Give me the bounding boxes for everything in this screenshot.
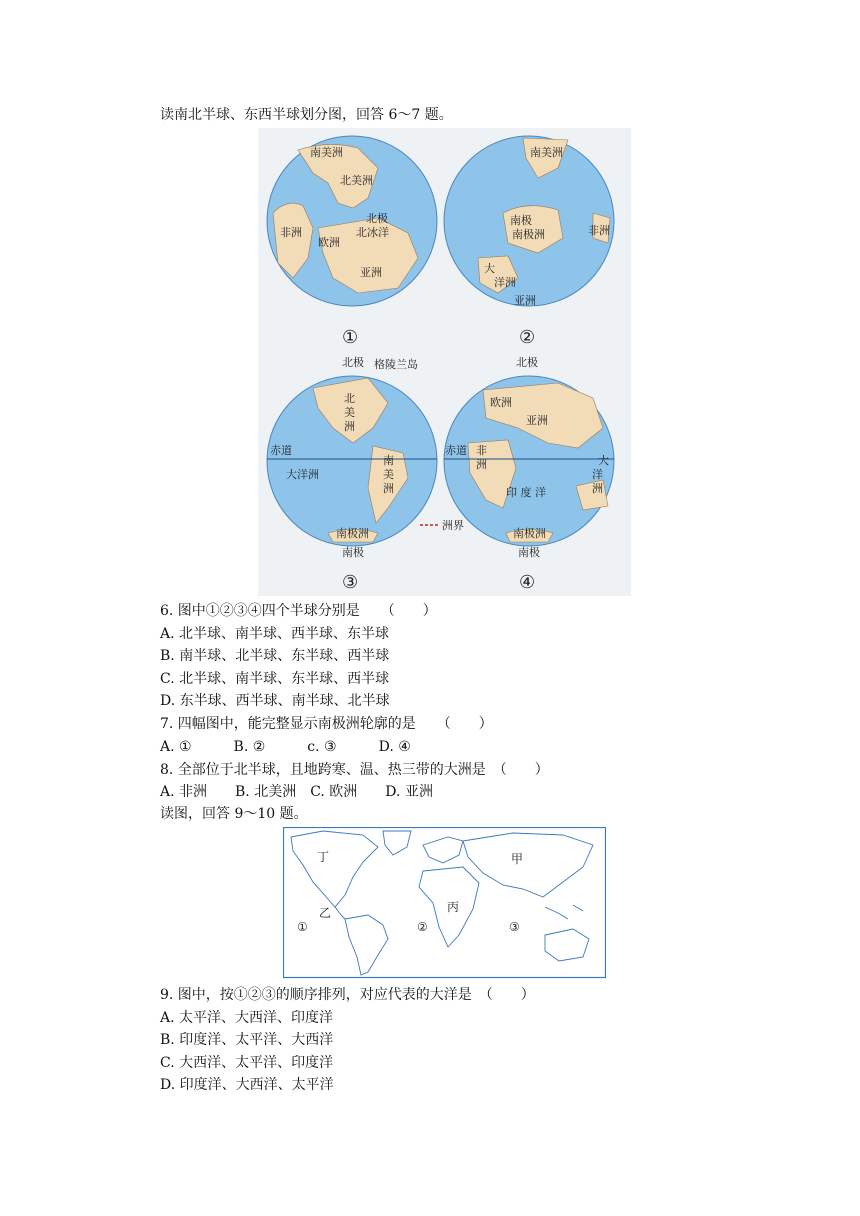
svg-text:洲: 洲 [383, 482, 394, 495]
svg-text:①: ① [297, 920, 308, 934]
svg-text:洲: 洲 [476, 458, 487, 471]
world-map-figure [283, 827, 606, 979]
hemispheres-figure [258, 128, 631, 596]
svg-text:格陵兰岛: 格陵兰岛 [374, 358, 418, 371]
svg-text:南极: 南极 [342, 546, 364, 559]
q9-option-d: D. 印度洋、大西洋、太平洋 [160, 1077, 334, 1093]
svg-text:洋: 洋 [592, 468, 603, 481]
q6-option-b: B. 南半球、北半球、东半球、西半球 [160, 648, 390, 664]
q7-stem: 7. 四幅图中，能完整显示南极洲轮廓的是 （ ） [160, 716, 493, 732]
svg-text:南极: 南极 [510, 214, 532, 227]
q8-options: A. 非洲 B. 北美洲 C. 欧洲 D. 亚洲 [160, 784, 433, 800]
svg-text:美: 美 [344, 406, 355, 419]
q9-option-c: C. 大西洋、太平洋、印度洋 [160, 1055, 334, 1071]
q6-option-c: C. 北半球、南半球、东半球、西半球 [160, 671, 390, 687]
q6-option-a: A. 北半球、南半球、西半球、东半球 [160, 626, 390, 642]
svg-text:南极洲: 南极洲 [336, 527, 369, 540]
intro-6-7: 读南北半球、东西半球划分图，回答 6～7 题。 [160, 107, 453, 123]
svg-text:丙: 丙 [447, 900, 460, 914]
svg-text:非洲: 非洲 [280, 226, 302, 239]
svg-text:南: 南 [383, 454, 394, 467]
svg-text:南极洲: 南极洲 [513, 527, 546, 540]
q6-stem: 6. 图中①②③④四个半球分别是 （ ） [160, 603, 437, 619]
q6-option-d: D. 东半球、西半球、南半球、北半球 [160, 693, 390, 709]
svg-text:非洲: 非洲 [588, 224, 610, 237]
svg-text:②: ② [519, 327, 536, 348]
svg-text:北美洲: 北美洲 [340, 174, 373, 187]
svg-text:非: 非 [476, 444, 487, 457]
q9-option-b: B. 印度洋、太平洋、大西洋 [160, 1032, 334, 1048]
svg-text:欧洲: 欧洲 [318, 236, 340, 249]
svg-text:洋洲: 洋洲 [494, 276, 516, 289]
svg-text:大: 大 [484, 262, 495, 275]
svg-text:甲: 甲 [511, 852, 524, 866]
svg-text:北极: 北极 [342, 356, 364, 369]
svg-text:乙: 乙 [319, 906, 332, 920]
svg-text:④: ④ [519, 572, 536, 593]
svg-text:洲: 洲 [344, 420, 355, 433]
svg-text:③: ③ [342, 572, 359, 593]
q9-option-a: A. 太平洋、大西洋、印度洋 [160, 1010, 334, 1026]
q8-stem: 8. 全部位于北半球，且地跨寒、温、热三带的大洲是 （ ） [160, 762, 549, 778]
svg-text:③: ③ [509, 920, 520, 934]
svg-text:南极: 南极 [518, 546, 540, 559]
svg-text:赤道: 赤道 [270, 444, 292, 457]
q7-options: A. ① B. ② c. ③ D. ④ [160, 739, 411, 755]
svg-text:北极: 北极 [366, 212, 388, 225]
svg-text:大: 大 [598, 454, 609, 467]
svg-text:南极洲: 南极洲 [512, 228, 545, 241]
svg-text:赤道: 赤道 [445, 444, 467, 457]
svg-text:亚洲: 亚洲 [526, 414, 548, 427]
svg-text:南美洲: 南美洲 [310, 146, 343, 159]
q9-stem: 9. 图中，按①②③的顺序排列，对应代表的大洋是 （ ） [160, 987, 535, 1003]
svg-text:南美洲: 南美洲 [530, 146, 563, 159]
svg-text:丁: 丁 [317, 850, 330, 864]
intro-9-10: 读图，回答 9～10 题。 [160, 806, 308, 822]
svg-text:印 度 洋: 印 度 洋 [506, 486, 546, 499]
svg-text:美: 美 [383, 468, 394, 481]
svg-text:亚洲: 亚洲 [360, 266, 382, 279]
svg-text:洲: 洲 [592, 482, 603, 495]
svg-text:北: 北 [344, 392, 355, 405]
svg-text:亚洲: 亚洲 [514, 294, 536, 307]
svg-text:大洋洲: 大洋洲 [286, 468, 319, 481]
svg-text:①: ① [342, 327, 359, 348]
svg-text:洲界: 洲界 [442, 519, 464, 532]
svg-text:北极: 北极 [516, 356, 538, 369]
svg-text:②: ② [417, 920, 428, 934]
svg-text:欧洲: 欧洲 [490, 396, 512, 409]
svg-text:北冰洋: 北冰洋 [356, 226, 389, 239]
